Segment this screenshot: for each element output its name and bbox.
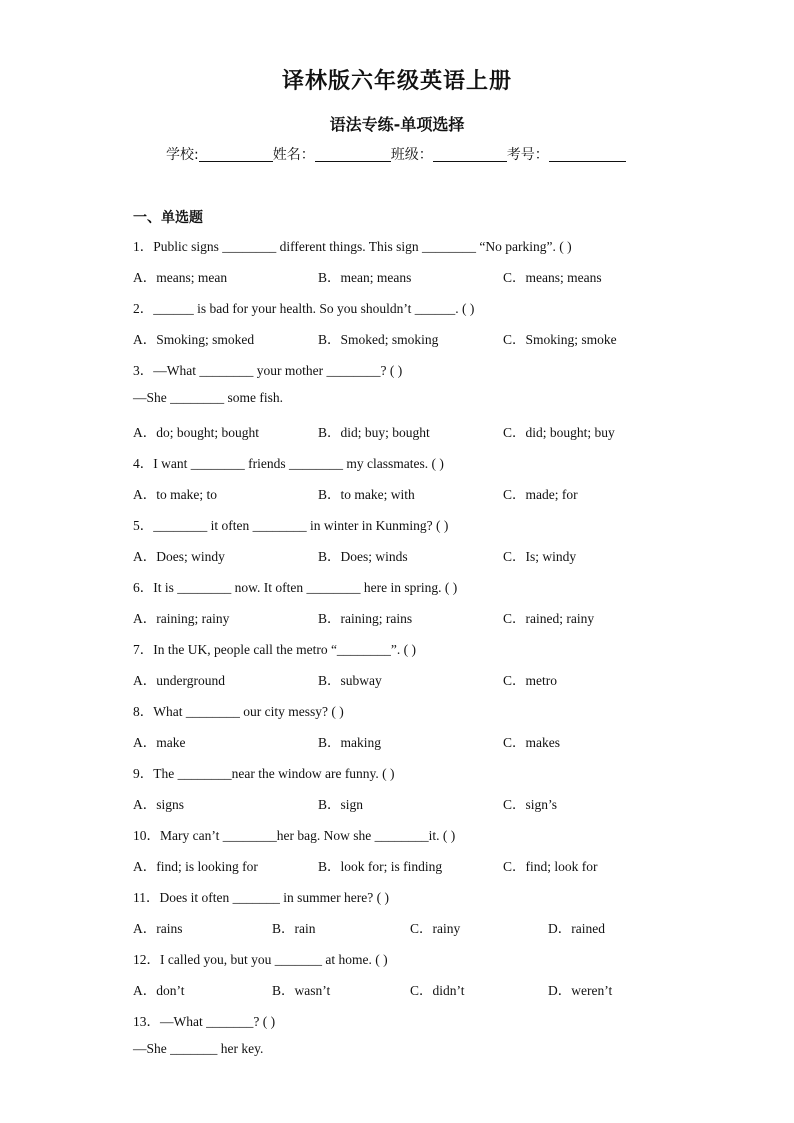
question-3-option-b[interactable]: B．did; buy; bought <box>318 425 430 440</box>
question-4-option-a[interactable]: A．to make; to <box>133 487 217 502</box>
question-13-extra: —She _______ her key. <box>133 1041 264 1056</box>
question-9-text: 9．The ________near the window are funny. ( ) <box>133 766 395 781</box>
class-label: 班级： <box>390 147 433 163</box>
question-7-option-c[interactable]: C．metro <box>503 673 557 688</box>
school-label: 学校: <box>166 147 199 163</box>
question-6-text: 6．It is ________ now. It often ________ here in spring. ( ) <box>133 580 458 595</box>
question-10-option-b[interactable]: B．look for; is finding <box>318 859 443 874</box>
question-7-option-b[interactable]: B．subway <box>318 673 382 688</box>
question-13-text: 13．—What _______? ( ) <box>133 1014 276 1029</box>
question-11-option-a[interactable]: A．rains <box>133 921 183 936</box>
number-label: 考号： <box>506 147 549 163</box>
question-8-text: 8．What ________ our city messy? ( ) <box>133 704 344 719</box>
question-2-option-c[interactable]: C．Smoking; smoke <box>503 332 617 347</box>
question-10-option-a[interactable]: A．find; is looking for <box>133 859 258 874</box>
question-6-option-b[interactable]: B．raining; rains <box>318 611 413 626</box>
question-12-option-c[interactable]: C．didn’t <box>410 983 465 998</box>
question-12-option-d[interactable]: D．weren’t <box>548 983 613 998</box>
question-8-option-a[interactable]: A．make <box>133 735 186 750</box>
question-9-option-b[interactable]: B．sign <box>318 797 364 812</box>
class-blank[interactable] <box>433 147 507 162</box>
question-2-text: 2．______ is bad for your health. So you shouldn’t ______. ( ) <box>133 301 475 316</box>
question-3-option-a[interactable]: A．do; bought; bought <box>133 425 260 440</box>
question-8-option-b[interactable]: B．making <box>318 735 381 750</box>
question-12-option-a[interactable]: A．don’t <box>133 983 185 998</box>
question-9-option-a[interactable]: A．signs <box>133 797 185 812</box>
question-6-option-c[interactable]: C．rained; rainy <box>503 611 595 626</box>
question-5-option-b[interactable]: B．Does; winds <box>318 549 408 564</box>
question-9-option-c[interactable]: C．sign’s <box>503 797 558 812</box>
question-1-option-b[interactable]: B．mean; means <box>318 270 412 285</box>
question-11-option-c[interactable]: C．rainy <box>410 921 461 936</box>
school-blank[interactable] <box>199 147 273 162</box>
question-8-option-c[interactable]: C．makes <box>503 735 560 750</box>
question-4-option-c[interactable]: C．made; for <box>503 487 578 502</box>
question-11-option-d[interactable]: D．rained <box>548 921 605 936</box>
number-blank[interactable] <box>549 147 626 162</box>
question-10-option-c[interactable]: C．find; look for <box>503 859 598 874</box>
section-title: 一、单选题 <box>133 210 203 226</box>
question-4-option-b[interactable]: B．to make; with <box>318 487 415 502</box>
question-7-text: 7．In the UK, people call the metro “________”. ( ) <box>133 642 417 657</box>
question-12-option-b[interactable]: B．wasn’t <box>272 983 331 998</box>
question-1-option-a[interactable]: A．means; mean <box>133 270 228 285</box>
question-12-text: 12．I called you, but you _______ at home. ( ) <box>133 952 388 967</box>
question-2-option-b[interactable]: B．Smoked; smoking <box>318 332 439 347</box>
question-11-text: 11．Does it often _______ in summer here? ( ) <box>133 890 389 905</box>
question-7-option-a[interactable]: A．underground <box>133 673 225 688</box>
question-1-text: 1．Public signs ________ different things. This sign ________ “No parking”. ( ) <box>133 239 572 254</box>
student-info-line <box>166 144 626 164</box>
question-3-extra: —She ________ some fish. <box>133 390 283 405</box>
question-3-text: 3．—What ________ your mother ________? ( ) <box>133 363 403 378</box>
page-subtitle: 语法专练-单项选择 <box>329 115 465 134</box>
question-5-option-a[interactable]: A．Does; windy <box>133 549 225 564</box>
question-1-option-c[interactable]: C．means; means <box>503 270 602 285</box>
question-5-text: 5．________ it often ________ in winter in Kunming? ( ) <box>133 518 449 533</box>
question-6-option-a[interactable]: A．raining; rainy <box>133 611 230 626</box>
question-2-option-a[interactable]: A．Smoking; smoked <box>133 332 255 347</box>
question-4-text: 4．I want ________ friends ________ my classmates. ( ) <box>133 456 444 471</box>
question-5-option-c[interactable]: C．Is; windy <box>503 549 577 564</box>
page-title: 译林版六年级英语上册 <box>281 69 512 94</box>
question-3-option-c[interactable]: C．did; bought; buy <box>503 425 615 440</box>
name-blank[interactable] <box>315 147 391 162</box>
question-11-option-b[interactable]: B．rain <box>272 921 316 936</box>
name-label: 姓名： <box>272 147 315 163</box>
question-10-text: 10．Mary can’t ________her bag. Now she ________it. ( ) <box>133 828 456 843</box>
